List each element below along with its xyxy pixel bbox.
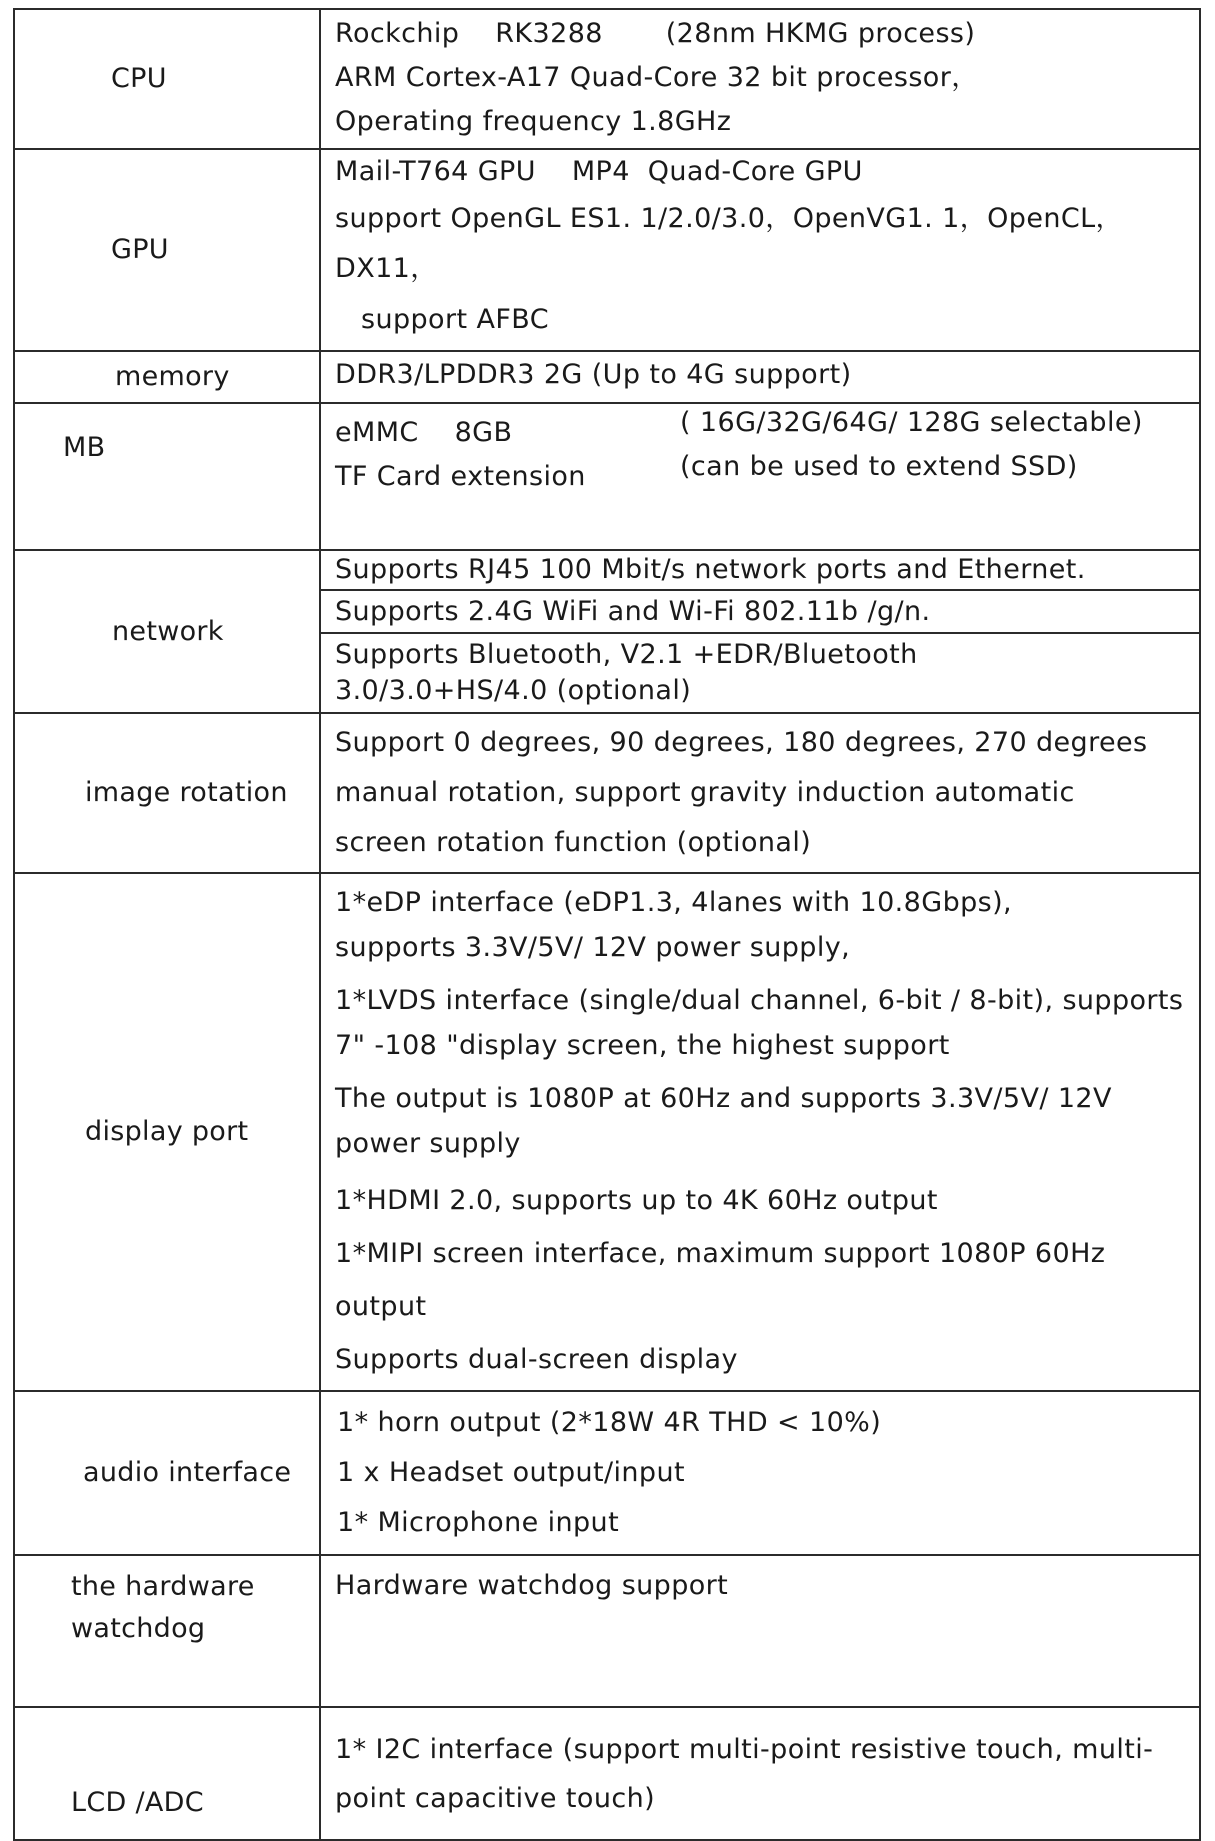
spec-row-audio-interface	[14, 1391, 1200, 1555]
spec-value-line: ARM Cortex-A17 Quad-Core 32 bit processor，Operating frequency 1.8GHz	[335, 62, 979, 137]
spec-row-hardware-watchdog	[14, 1555, 1200, 1707]
spec-label: image rotation	[85, 777, 288, 808]
spec-value-line: 1*MIPI screen interface, maximum support 1080P 60Hz output	[335, 1238, 1115, 1322]
spec-row-image-rotation	[14, 713, 1200, 873]
spec-sheet	[13, 8, 1199, 1818]
spec-table	[13, 8, 1201, 1841]
spec-value-cell	[320, 550, 1200, 590]
spec-label: display port	[85, 1116, 249, 1147]
spec-label: MB	[63, 432, 106, 463]
spec-label: CPU	[111, 63, 167, 94]
spec-value-line: 1* horn output (2*18W 4R THD < 10%)	[337, 1407, 882, 1438]
spec-label-cell	[14, 713, 320, 873]
spec-label: memory	[115, 361, 230, 392]
spec-value-cell	[320, 1391, 1200, 1555]
spec-value-line: support OpenGL ES1. 1/2.0/3.0，OpenVG1. 1，OpenCL，DX11，	[335, 203, 1123, 284]
spec-value-line: 1* I2C interface (support multi-point resistive touch, multi-point capacitive touch)	[335, 1733, 1154, 1814]
spec-value-line: The output is 1080P at 60Hz and supports 3.3V/5V/ 12V power supply	[335, 1083, 1121, 1159]
spec-label: LCD /ADC	[71, 1787, 204, 1818]
spec-value-line: Supports 2.4G WiFi and Wi-Fi 802.11b /g/n.	[335, 595, 931, 627]
spec-value-cell	[320, 149, 1200, 351]
spec-label-cell	[14, 550, 320, 713]
spec-row-display-port	[14, 873, 1200, 1391]
spec-label: network	[112, 615, 224, 647]
spec-value-note: (can be used to extend SSD)	[680, 451, 1078, 482]
spec-label-cell	[14, 403, 320, 550]
spec-row-cpu	[14, 9, 1200, 149]
spec-value-line: Supports dual-screen display	[335, 1344, 738, 1375]
spec-value-cell	[320, 590, 1200, 633]
spec-row-gpu	[14, 149, 1200, 351]
spec-value-line: 1*eDP interface (eDP1.3, 4lanes with 10.8Gbps), supports 3.3V/5V/ 12V power supply,	[335, 887, 1022, 963]
spec-label: GPU	[111, 234, 169, 265]
spec-row-network	[14, 550, 1200, 590]
spec-label-cell	[14, 873, 320, 1391]
spec-value-line: Rockchip RK3288 (28nm HKMG process)	[335, 18, 976, 49]
spec-value-cell	[320, 1555, 1200, 1707]
spec-label-cell	[14, 1555, 320, 1707]
spec-label-cell	[14, 149, 320, 351]
spec-value-cell	[320, 713, 1200, 873]
spec-label-cell	[14, 351, 320, 403]
spec-value-line: eMMC 8GB	[335, 417, 513, 448]
spec-row-lcd-adc	[14, 1707, 1200, 1840]
spec-value-line: support AFBC	[361, 304, 549, 335]
spec-value-line: Support 0 degrees, 90 degrees, 180 degrees, 270 degrees manual rotation, support gravity induction automatic screen rotation function (optional)	[335, 727, 1157, 858]
spec-value-line: TF Card extension	[335, 461, 586, 492]
spec-value-line: DDR3/LPDDR3 2G (Up to 4G support)	[335, 359, 852, 390]
spec-value-cell	[320, 9, 1200, 149]
spec-row-memory	[14, 351, 1200, 403]
spec-value-cell	[320, 1707, 1200, 1840]
spec-value-line: Mail-T764 GPU MP4 Quad-Core GPU	[335, 156, 863, 187]
spec-value-cell	[320, 633, 1200, 713]
spec-value-note: ( 16G/32G/64G/ 128G selectable)	[680, 407, 1143, 438]
spec-value-line: Supports RJ45 100 Mbit/s network ports and Ethernet.	[335, 554, 1086, 585]
spec-value-line: Supports Bluetooth, V2.1 +EDR/Bluetooth 3.0/3.0+HS/4.0 (optional)	[335, 639, 927, 706]
spec-value-line: 1* Microphone input	[337, 1507, 620, 1538]
spec-label-cell	[14, 1707, 320, 1840]
spec-row-mb	[14, 403, 1200, 550]
spec-label-cell	[14, 1391, 320, 1555]
spec-value-line: 1*HDMI 2.0, supports up to 4K 60Hz output	[335, 1185, 938, 1216]
spec-value-cell	[320, 403, 1200, 550]
spec-label: the hardware watchdog	[71, 1571, 255, 1644]
spec-value-line: Hardware watchdog support	[335, 1570, 729, 1601]
spec-value-line: 1 x Headset output/input	[337, 1457, 685, 1488]
spec-label: audio interface	[83, 1457, 292, 1488]
spec-label-cell	[14, 9, 320, 149]
spec-value-cell	[320, 873, 1200, 1391]
spec-value-line: 1*LVDS interface (single/dual channel, 6-bit / 8-bit), supports 7" -108 "display screen, the highest support	[335, 985, 1193, 1061]
spec-value-cell	[320, 351, 1200, 403]
